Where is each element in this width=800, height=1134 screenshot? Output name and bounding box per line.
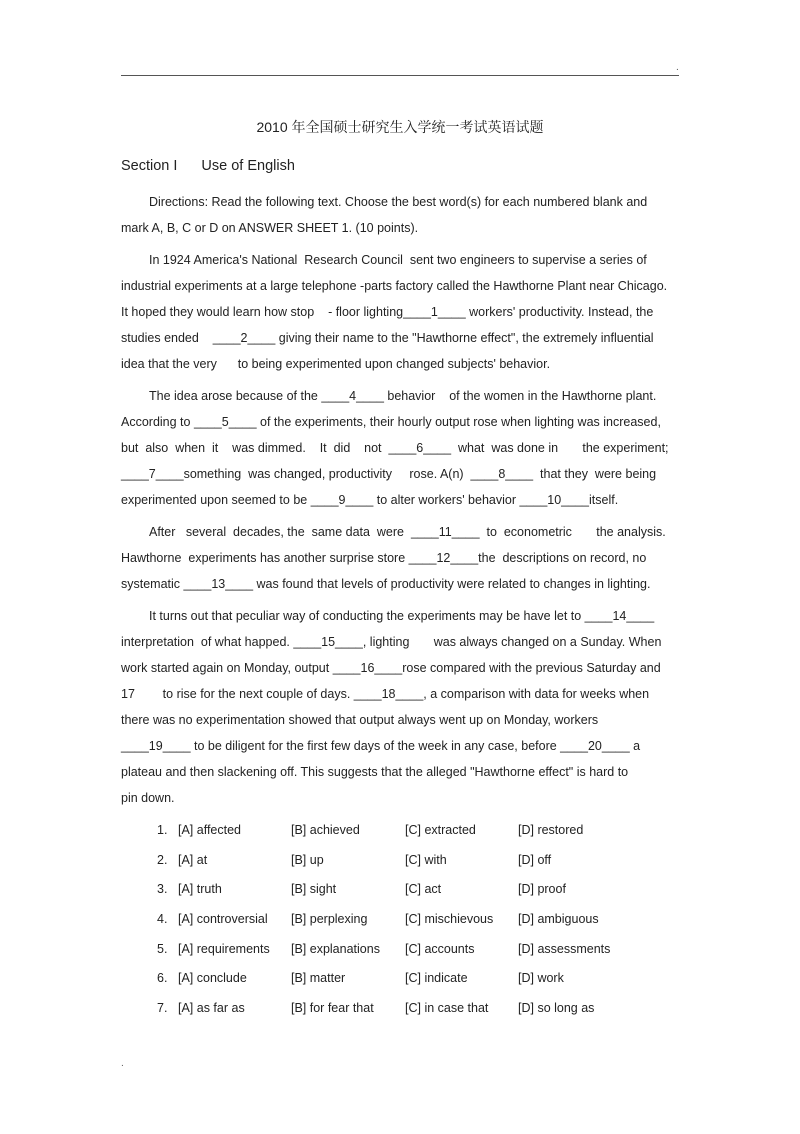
text-line: ____19____ to be diligent for the first few days of the week in any case, before ____20____ a bbox=[121, 739, 641, 753]
option-row bbox=[121, 848, 681, 878]
option-row bbox=[121, 818, 681, 848]
option-c: [C] with bbox=[405, 852, 447, 867]
text-line: there was no experimentation showed that output always went up on Monday, workers bbox=[121, 713, 599, 727]
page-title: 2010 年全国硕士研究生入学统一考试英语试题 bbox=[256, 119, 544, 135]
option-a: [A] controversial bbox=[178, 912, 268, 927]
text-line: According to ____5____ of the experiments, their hourly output rose when lighting was increased, bbox=[121, 415, 661, 429]
option-c: [C] extracted bbox=[405, 823, 476, 837]
option-d: [D] assessments bbox=[518, 941, 611, 956]
text-line: systematic ____13____ was found that levels of productivity were related to changes in lighting. bbox=[121, 577, 651, 591]
header-corner-mark: . bbox=[676, 62, 679, 73]
question-number: 4. bbox=[157, 912, 168, 927]
option-c: [C] in case that bbox=[405, 1001, 489, 1016]
option-a: [A] conclude bbox=[178, 971, 247, 986]
option-b: [B] matter bbox=[291, 971, 346, 986]
paragraph-3 bbox=[121, 519, 681, 597]
option-d: [D] so long as bbox=[518, 1001, 595, 1016]
paragraph-2 bbox=[121, 383, 681, 513]
text-line: mark A, B, C or D on ANSWER SHEET 1. (10 points). bbox=[121, 221, 419, 235]
text-line: 17 to rise for the next couple of days. ____18____, a comparison with data for weeks when bbox=[121, 687, 650, 701]
option-b: [B] explanations bbox=[291, 941, 380, 956]
question-number: 6. bbox=[157, 971, 168, 986]
section-name: Use of English bbox=[201, 158, 295, 174]
paragraph-1 bbox=[121, 247, 681, 377]
section-label: Section I bbox=[121, 158, 178, 174]
text-line: ____7____something was changed, productivity rose. A(n) ____8____ that they were being bbox=[121, 467, 657, 481]
option-b: [B] up bbox=[291, 852, 324, 867]
option-a: [A] affected bbox=[178, 823, 242, 837]
text-line: pin down. bbox=[121, 791, 175, 805]
header-rule bbox=[121, 75, 679, 76]
text-line: interpretation of what happed. ____15____, lighting was always changed on a Sunday. When bbox=[121, 635, 662, 649]
footer-corner-mark: . bbox=[121, 1058, 124, 1069]
option-a: [A] requirements bbox=[178, 941, 270, 956]
text-line: Directions: Read the following text. Choose the best word(s) for each numbered blank and bbox=[149, 195, 648, 209]
option-b: [B] for fear that bbox=[291, 1001, 374, 1016]
option-row bbox=[121, 907, 681, 937]
option-c: [C] indicate bbox=[405, 971, 468, 986]
option-row bbox=[121, 937, 681, 967]
option-d: [D] work bbox=[518, 971, 564, 986]
option-d: [D] off bbox=[518, 852, 552, 867]
passage-body bbox=[121, 189, 681, 817]
option-c: [C] mischievous bbox=[405, 912, 494, 927]
text-line: Hawthorne experiments has another surprise store ____12____the descriptions on record, no bbox=[121, 551, 647, 565]
option-a: [A] at bbox=[178, 852, 208, 867]
text-line: It hoped they would learn how stop - floor lighting____1____ workers' productivity. Instead, the bbox=[121, 305, 654, 319]
option-c: [C] accounts bbox=[405, 941, 475, 956]
question-number: 1. bbox=[157, 823, 168, 837]
paragraph-directions bbox=[121, 189, 681, 241]
text-line: After several decades, the same data were ____11____ to econometric the analysis. bbox=[149, 525, 666, 539]
option-c: [C] act bbox=[405, 882, 442, 897]
paragraph-4 bbox=[121, 603, 681, 811]
option-d: [D] ambiguous bbox=[518, 912, 599, 927]
text-line: but also when it was dimmed. It did not ____6____ what was done in the experiment; bbox=[121, 441, 669, 455]
text-line: idea that the very to being experimented upon changed subjects' behavior. bbox=[121, 357, 551, 371]
option-row bbox=[121, 877, 681, 907]
question-number: 2. bbox=[157, 852, 168, 867]
option-b: [B] perplexing bbox=[291, 912, 368, 927]
text-line: It turns out that peculiar way of conducting the experiments may be have let to ____14____ bbox=[149, 609, 655, 623]
question-number: 7. bbox=[157, 1001, 168, 1016]
section-heading bbox=[121, 158, 295, 174]
option-d: [D] proof bbox=[518, 882, 566, 897]
text-line: The idea arose because of the ____4____ behavior of the women in the Hawthorne plant. bbox=[149, 389, 657, 403]
question-number: 3. bbox=[157, 882, 168, 897]
text-line: experimented upon seemed to be ____9____ to alter workers' behavior ____10____itself. bbox=[121, 493, 619, 507]
option-b: [B] sight bbox=[291, 882, 337, 897]
option-row bbox=[121, 966, 681, 996]
text-line: work started again on Monday, output ____16____rose compared with the previous Saturday and bbox=[121, 661, 661, 675]
text-line: In 1924 America's National Research Council sent two engineers to supervise a series of bbox=[149, 253, 647, 267]
text-line: plateau and then slackening off. This suggests that the alleged "Hawthorne effect" is hard to bbox=[121, 765, 629, 779]
text-line: studies ended ____2____ giving their name to the "Hawthorne effect", the extremely influential bbox=[121, 331, 654, 345]
option-row bbox=[121, 996, 681, 1026]
option-b: [B] achieved bbox=[291, 823, 360, 837]
option-a: [A] as far as bbox=[178, 1001, 245, 1016]
answer-options bbox=[121, 818, 681, 1026]
option-a: [A] truth bbox=[178, 882, 222, 897]
question-number: 5. bbox=[157, 941, 168, 956]
text-line: industrial experiments at a large telephone -parts factory called the Hawthorne Plant near Chicago. bbox=[121, 279, 668, 293]
option-d: [D] restored bbox=[518, 823, 584, 837]
